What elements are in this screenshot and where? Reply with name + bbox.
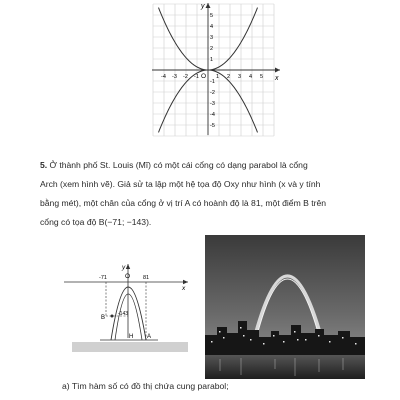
y-tick-label: -5 xyxy=(210,123,215,129)
x-tick-label: 2 xyxy=(227,74,231,80)
arch-y-axis-arrow xyxy=(126,264,130,269)
x-tick-label: 1 xyxy=(216,74,220,80)
arch-y-label: y xyxy=(122,264,126,271)
problem-line-1: 5. Ở thành phố St. Louis (Mĩ) có một cái cổng có dạng parabol là cổng xyxy=(40,160,308,170)
x-tick-label: -3 xyxy=(172,74,177,80)
y-tick-label: 2 xyxy=(210,46,214,52)
label-B: B xyxy=(101,315,106,321)
x-tick-label: 5 xyxy=(260,74,264,80)
label-H: H xyxy=(129,334,134,340)
x-tick-label: -1 xyxy=(194,74,199,80)
question-a: a) Tìm hàm số có đồ thị chứa cung parabol; xyxy=(62,381,229,391)
y-tick-label: 4 xyxy=(210,24,214,30)
problem-line-4: cổng có tọa độ B(−71; −143). xyxy=(40,217,152,227)
point-B xyxy=(111,315,114,318)
y-tick-label: -4 xyxy=(210,112,215,118)
arch-origin-label: O xyxy=(125,273,131,280)
problem-line-3: bằng mét), một chân của cổng ở vị trí A có hoành độ là 81, một điểm B trên xyxy=(40,198,327,208)
arch-diagram xyxy=(60,262,200,362)
x-tick-label: 4 xyxy=(249,74,253,80)
x-tick-label: -4 xyxy=(161,74,166,80)
y-tick-label: -3 xyxy=(210,101,215,107)
arch-x-label: x xyxy=(182,285,186,292)
origin-label: O xyxy=(201,73,207,80)
river xyxy=(205,355,365,379)
arch-x-axis-arrow xyxy=(183,280,188,284)
y-tick-label: -2 xyxy=(210,90,215,96)
y-tick-label: 5 xyxy=(210,13,214,19)
label-A: A xyxy=(147,334,152,340)
x-tick-label: 3 xyxy=(238,74,242,80)
y-axis-label: y xyxy=(201,3,205,10)
x-axis-arrow xyxy=(275,68,280,73)
y-tick-label: 1 xyxy=(210,57,214,63)
problem-line-2: Arch (xem hình vẽ). Giả sử ta lập một hệ tọa độ Oxy như hình (x và y tính xyxy=(40,179,321,189)
ground-slab xyxy=(72,343,188,351)
x-axis-label: x xyxy=(275,75,279,82)
problem-number: 5. xyxy=(40,160,48,170)
label-neg71: -71 xyxy=(99,275,107,281)
parabola-graph xyxy=(0,0,400,140)
y-tick-label: -1 xyxy=(210,79,215,85)
gateway-arch-photo xyxy=(205,235,365,379)
y-tick-label: 3 xyxy=(210,35,214,41)
x-tick-label: -2 xyxy=(183,74,188,80)
label-neg143: -143 xyxy=(118,311,129,317)
label-81: 81 xyxy=(143,275,150,281)
problem-5 xyxy=(40,156,370,232)
